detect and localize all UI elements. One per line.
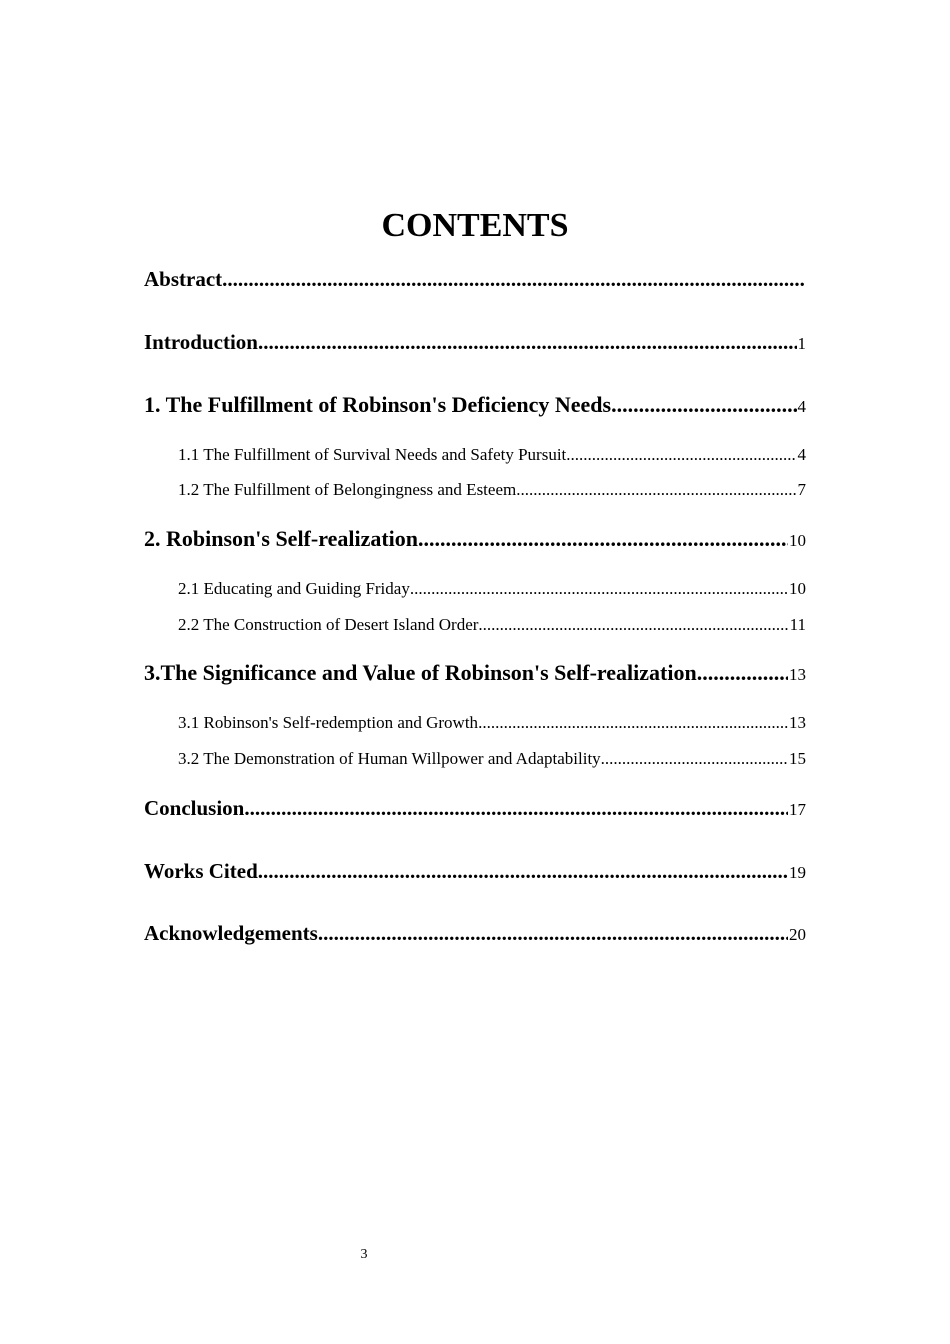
toc-entry-label: 2.1 Educating and Guiding Friday xyxy=(178,579,410,598)
dot-leader xyxy=(478,613,788,637)
toc-entry-acknowledgements[interactable] xyxy=(144,919,806,949)
dot-leader xyxy=(601,747,788,771)
toc-entry-label: Introduction xyxy=(144,330,258,354)
toc-entry-label: 3.2 The Demonstration of Human Willpower and Adaptability xyxy=(178,749,601,768)
dot-leader xyxy=(244,794,788,822)
page-title: CONTENTS xyxy=(381,207,569,244)
toc-entry-label: Acknowledgements xyxy=(144,921,318,945)
toc-entry-label: 2.2 The Construction of Desert Island Order xyxy=(178,615,479,634)
dot-leader xyxy=(611,391,796,419)
dot-leader xyxy=(478,711,788,735)
toc-entry-section-2-1[interactable] xyxy=(178,577,806,601)
dot-leader xyxy=(516,478,796,502)
toc-entry-page: 13 xyxy=(789,665,806,684)
toc-entry-label: 1. The Fulfillment of Robinson's Deficiency Needs xyxy=(144,392,612,417)
toc-entry-label: 1.2 The Fulfillment of Belongingness and Esteem xyxy=(178,480,517,499)
toc-entry-label: Abstract xyxy=(144,267,223,291)
toc-entry-page: 19 xyxy=(789,863,806,882)
toc-entry-label: 2. Robinson's Self-realization xyxy=(144,526,419,551)
toc-entry-works-cited[interactable] xyxy=(144,857,806,887)
toc-entry-label: Works Cited xyxy=(144,859,258,883)
toc-entry-page: 11 xyxy=(789,615,806,634)
toc-entry-page: 10 xyxy=(789,579,806,598)
toc-entry-section-3-1[interactable] xyxy=(178,711,806,735)
toc-entry-section-2-2[interactable] xyxy=(178,613,806,637)
toc-entry-section-3-2[interactable] xyxy=(178,747,806,771)
toc-entry-abstract[interactable] xyxy=(144,265,806,293)
dot-leader xyxy=(566,443,796,467)
dot-leader xyxy=(258,328,797,356)
toc-entry-section-1-2[interactable] xyxy=(178,478,806,502)
page-number: 3 xyxy=(360,1247,368,1262)
toc-entry-conclusion[interactable] xyxy=(144,794,806,824)
dot-leader xyxy=(258,857,788,885)
toc-entry-page: 4 xyxy=(797,445,806,464)
toc-entry-label: 3.1 Robinson's Self-redemption and Growth xyxy=(178,713,479,732)
dot-leader xyxy=(697,659,788,687)
toc-entry-page: 13 xyxy=(789,713,806,732)
toc-entry-introduction[interactable] xyxy=(144,328,806,358)
toc-entry-chapter-3[interactable] xyxy=(144,659,806,689)
toc-entry-label: 3.The Significance and Value of Robinson's Self-realization xyxy=(144,660,697,685)
toc-entry-page: 15 xyxy=(789,749,806,768)
toc-entry-label: Conclusion xyxy=(144,796,245,820)
dot-leader xyxy=(410,577,788,601)
toc-entry-page: 1 xyxy=(797,334,806,353)
dot-leader xyxy=(318,919,788,947)
toc-entry-section-1-1[interactable] xyxy=(178,443,806,467)
toc-entry-label: 1.1 The Fulfillment of Survival Needs and Safety Pursuit xyxy=(178,445,567,464)
toc-entry-page: 20 xyxy=(789,925,806,944)
toc-entry-page: 4 xyxy=(797,397,806,416)
dot-leader xyxy=(418,525,788,553)
toc-entry-page: 10 xyxy=(789,531,806,550)
toc-entry-chapter-1[interactable] xyxy=(144,391,806,421)
toc-entry-chapter-2[interactable] xyxy=(144,525,806,555)
toc-entry-page: 7 xyxy=(797,480,806,499)
dot-leader xyxy=(222,265,805,293)
toc-entry-page: 17 xyxy=(789,800,806,819)
